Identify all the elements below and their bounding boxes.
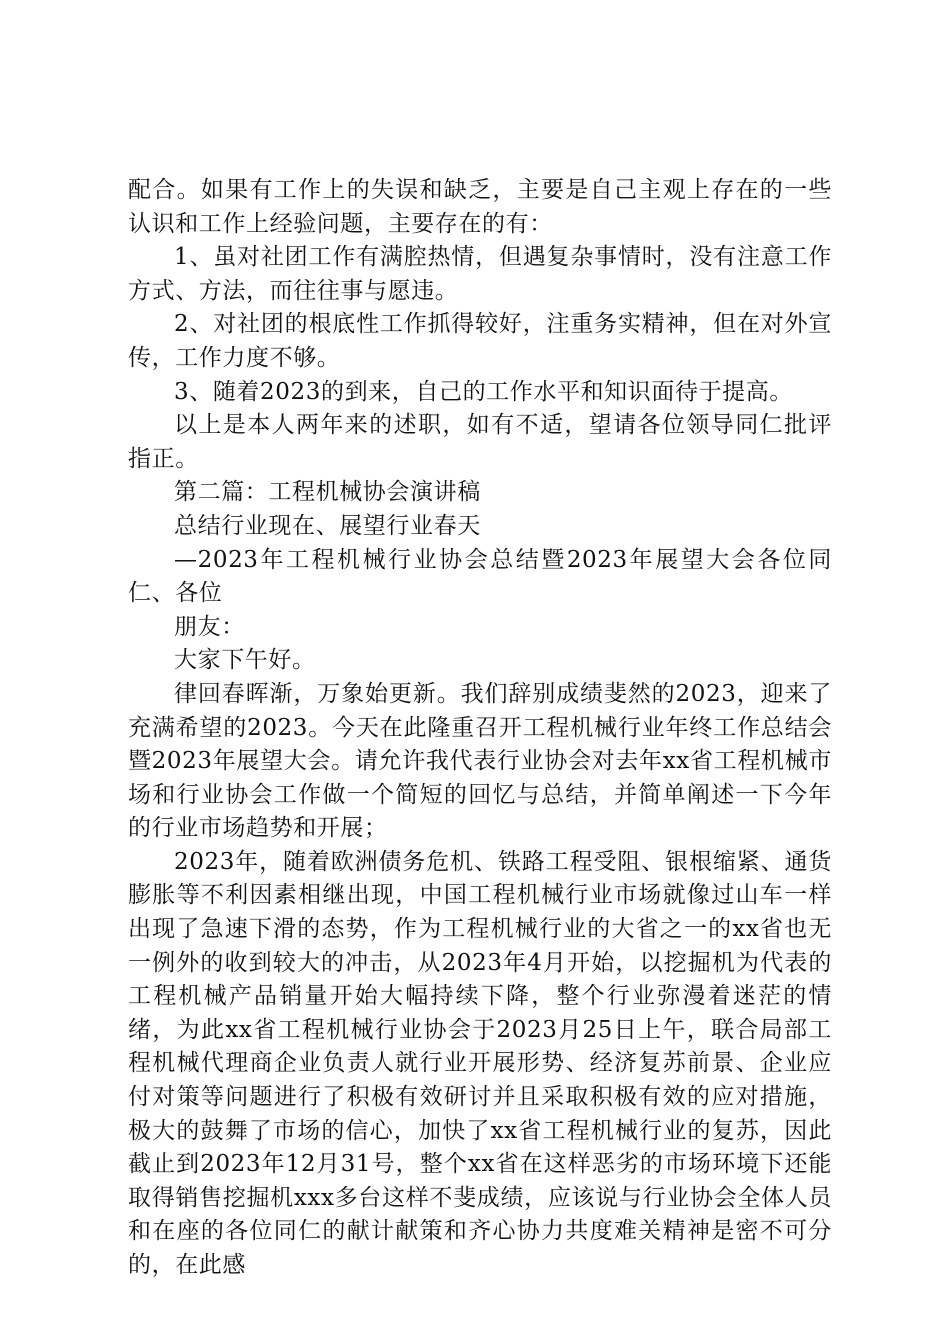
paragraph-2: 2、对社团的根底性工作抓得较好，注重务实精神，但在对外宣传，工作力度不够。 — [128, 311, 832, 371]
paragraph-1: 1、虽对社团工作有满腔热情，但遇复杂事情时，没有注意工作方式、方法，而往往事与愿违。 — [128, 244, 832, 304]
document-body — [128, 174, 832, 1283]
paragraph-11: 2023年，随着欧洲债务危机、铁路工程受阻、银根缩紧、通货膨胀等不利因素相继出现，中国工程机械行业市场就像过山车一样出现了急速下滑的态势，作为工程机械行业的大省之一的xx省也无一例外的收到较大的冲击，从2023年4月开始，以挖掘机为代表的工程机械产品销量开始大幅持续下降，整个行业弥漫着迷茫的情绪，为此xx省工程机械行业协会于2023月25日上午，联合局部工程机械代理商企业负责人就行业开展形势、经济复苏前景、企业应付对策等问题进行了积极有效研讨并且采取积极有效的应对措施，极大的鼓舞了市场的信心，加快了xx省工程机械行业的复苏，因此截止到2023年12月31号，整个xx省在这样恶劣的市场环境下还能取得销售挖掘机xxx多台这样不斐成绩，应该说与行业协会全体人员和在座的各位同仁的献计献策和齐心协力共度难关精神是密不可分的，在此感 — [128, 848, 832, 1278]
speech-title: 总结行业现在、展望行业春天 — [174, 512, 481, 539]
section-heading: 第二篇：工程机械协会演讲稿 — [174, 479, 481, 506]
paragraph-0: 配合。如果有工作上的失误和缺乏，主要是自己主观上存在的一些认识和工作上经验问题，主要存在的有： — [128, 177, 832, 237]
salutation: 朋友： — [174, 613, 245, 640]
greeting: 大家下午好。 — [174, 647, 316, 674]
paragraph-10: 律回春晖渐，万象始更新。我们辞别成绩斐然的2023，迎来了充满希望的2023。今天在此隆重召开工程机械行业年终工作总结会暨2023年展望大会。请允许我代表行业协会对去年xx省工程机械市场和行业协会工作做一个简短的回忆与总结，并简单阐述一下今年的行业市场趋势和开展； — [128, 680, 832, 842]
paragraph-4: 以上是本人两年来的述职，如有不适，望请各位领导同仁批评指正。 — [128, 412, 832, 472]
paragraph-3: 3、随着2023的到来，自己的工作水平和知识面待于提高。 — [174, 378, 793, 405]
speech-subtitle: —2023年工程机械行业协会总结暨2023年展望大会各位同仁、各位 — [128, 546, 832, 607]
